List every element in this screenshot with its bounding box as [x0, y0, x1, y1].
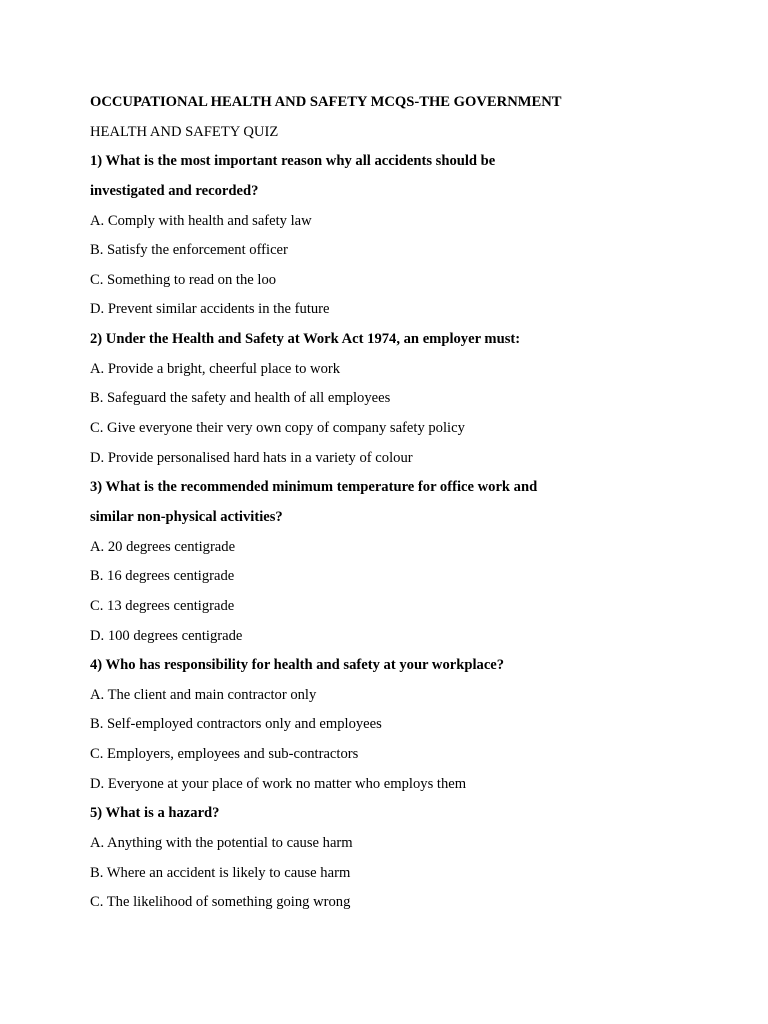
question-text: 4) Who has responsibility for health and safety at your workplace? — [90, 657, 505, 674]
document-title: OCCUPATIONAL HEALTH AND SAFETY MCQS-THE GOVERNMENT — [90, 94, 562, 110]
answer-option: C. Give everyone their very own copy of company safety policy — [90, 420, 465, 437]
answer-option: D. Provide personalised hard hats in a variety of colour — [90, 449, 413, 466]
question-block — [90, 147, 730, 325]
answer-option: B. Safeguard the safety and health of all employees — [90, 390, 391, 407]
answer-option: D. Prevent similar accidents in the future — [90, 301, 330, 318]
answer-option: B. Self-employed contractors only and employees — [90, 716, 382, 733]
answer-option: A. Provide a bright, cheerful place to work — [90, 360, 341, 377]
question-block — [90, 651, 730, 799]
question-text: 5) What is a hazard? — [90, 805, 220, 822]
answer-option: A. 20 degrees centigrade — [90, 538, 236, 555]
answer-option: B. Where an accident is likely to cause harm — [90, 864, 351, 881]
answer-option: D. 100 degrees centigrade — [90, 627, 243, 644]
question-text: 1) What is the most important reason why all accidents should be — [90, 153, 496, 170]
answer-option: B. 16 degrees centigrade — [90, 568, 235, 585]
question-text: 3) What is the recommended minimum temperature for office work and — [90, 479, 538, 496]
question-block — [90, 325, 730, 473]
question-block — [90, 799, 730, 918]
answer-option: C. Employers, employees and sub-contractors — [90, 746, 359, 763]
question-block — [90, 473, 730, 651]
question-text: 2) Under the Health and Safety at Work Act 1974, an employer must: — [90, 331, 521, 348]
answer-option: C. Something to read on the loo — [90, 271, 277, 288]
answer-option: C. 13 degrees centigrade — [90, 597, 235, 614]
document-subtitle: HEALTH AND SAFETY QUIZ — [90, 123, 279, 140]
answer-option: B. Satisfy the enforcement officer — [90, 242, 288, 259]
question-text: similar non-physical activities? — [90, 508, 283, 525]
answer-option: A. The client and main contractor only — [90, 686, 317, 703]
question-text: investigated and recorded? — [90, 182, 259, 199]
answer-option: D. Everyone at your place of work no matter who employs them — [90, 775, 467, 792]
answer-option: A. Anything with the potential to cause harm — [90, 835, 353, 852]
answer-option: A. Comply with health and safety law — [90, 212, 312, 229]
answer-option: C. The likelihood of something going wrong — [90, 894, 351, 911]
document-body — [90, 88, 730, 918]
